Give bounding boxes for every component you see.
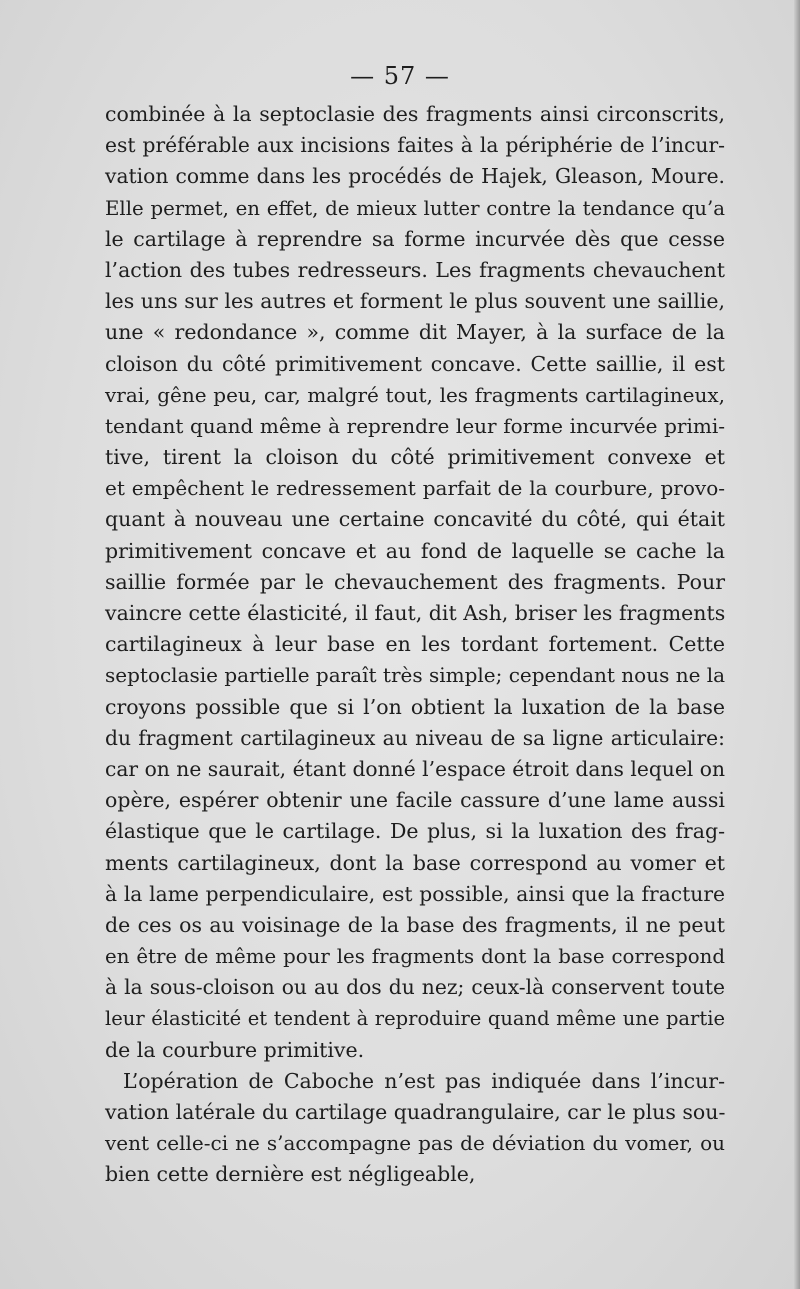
text-line: vrai, gêne peu, car, malgré tout, les fragments cartilagineux,	[105, 382, 725, 407]
page-number: — 57 —	[350, 62, 450, 90]
text-line: tive, tirent la cloison du côté primitivement convexe et	[105, 445, 725, 470]
paragraph-end-line: bien cette dernière est négligeable,	[105, 1162, 476, 1187]
text-line: vation latérale du cartilage quadrangulaire, car le plus sou-	[105, 1100, 726, 1124]
text-line: ments cartilagineux, dont la base correspond au vomer et	[105, 850, 725, 875]
text-line: primitivement concave et au fond de laquelle se cache la	[105, 538, 725, 563]
text-line: car on ne saurait, étant donné l’espace étroit dans lequel on	[105, 756, 725, 781]
text-line: à la lame perpendiculaire, est possible, ainsi que la fracture	[105, 881, 725, 906]
text-line: quant à nouveau une certaine concavité du côté, qui était	[105, 507, 725, 532]
text-line: élastique que le cartilage. De plus, si la luxation des frag-	[105, 819, 725, 844]
paragraph-start-line: L’opération de Caboche n’est pas indiquée dans l’incur-	[123, 1068, 725, 1093]
page-edge-shadow	[794, 0, 800, 1289]
text-line: et empêchent le redressement parfait de la courbure, provo-	[105, 476, 725, 501]
text-line: les uns sur les autres et forment le plus souvent une saillie,	[105, 289, 725, 314]
text-line: croyons possible que si l’on obtient la luxation de la base	[105, 694, 725, 719]
text-line: l’action des tubes redresseurs. Les fragments chevauchent	[105, 257, 725, 282]
text-line: vaincre cette élasticité, il faut, dit Ash, briser les fragments	[105, 601, 726, 625]
text-line: le cartilage à reprendre sa forme incurvée dès que cesse	[105, 226, 725, 251]
text-line: à la sous-cloison ou au dos du nez; ceux-là conservent toute	[105, 975, 725, 1000]
text-line: de ces os au voisinage de la base des fragments, il ne peut	[105, 912, 725, 937]
text-line: est préférable aux incisions faites à la périphérie de l’incur-	[105, 133, 725, 158]
text-line: tendant quand même à reprendre leur forme incurvée primi-	[105, 413, 725, 438]
text-line: opère, espérer obtenir une facile cassure d’une lame aussi	[105, 788, 725, 813]
text-line: vation comme dans les procédés de Hajek, Gleason, Moure.	[105, 164, 725, 189]
text-line: du fragment cartilagineux au niveau de sa ligne articulaire:	[105, 725, 725, 750]
text-line: vent celle-ci ne s’accompagne pas de déviation du vomer, ou	[105, 1131, 725, 1156]
text-line: cartilagineux à leur base en les tordant fortement. Cette	[105, 632, 725, 657]
text-line: Elle permet, en effet, de mieux lutter contre la tendance qu’a	[105, 196, 725, 220]
text-line: cloison du côté primitivement concave. Cette saillie, il est	[105, 351, 725, 376]
body-text	[105, 99, 725, 1191]
text-line: septoclasie partielle paraît très simple; cependant nous ne la	[105, 663, 726, 688]
text-line: en être de même pour les fragments dont la base correspond	[105, 945, 725, 969]
paragraph-end-line: de la courbure primitive.	[105, 1037, 365, 1062]
text-line: saillie formée par le chevauchement des fragments. Pour	[105, 569, 725, 594]
text-line: leur élasticité et tendent à reproduire quand même une partie	[105, 1007, 725, 1031]
text-line: combinée à la septoclasie des fragments ainsi circonscrits,	[105, 102, 725, 126]
text-line: une « redondance », comme dit Mayer, à la surface de la	[105, 320, 725, 345]
